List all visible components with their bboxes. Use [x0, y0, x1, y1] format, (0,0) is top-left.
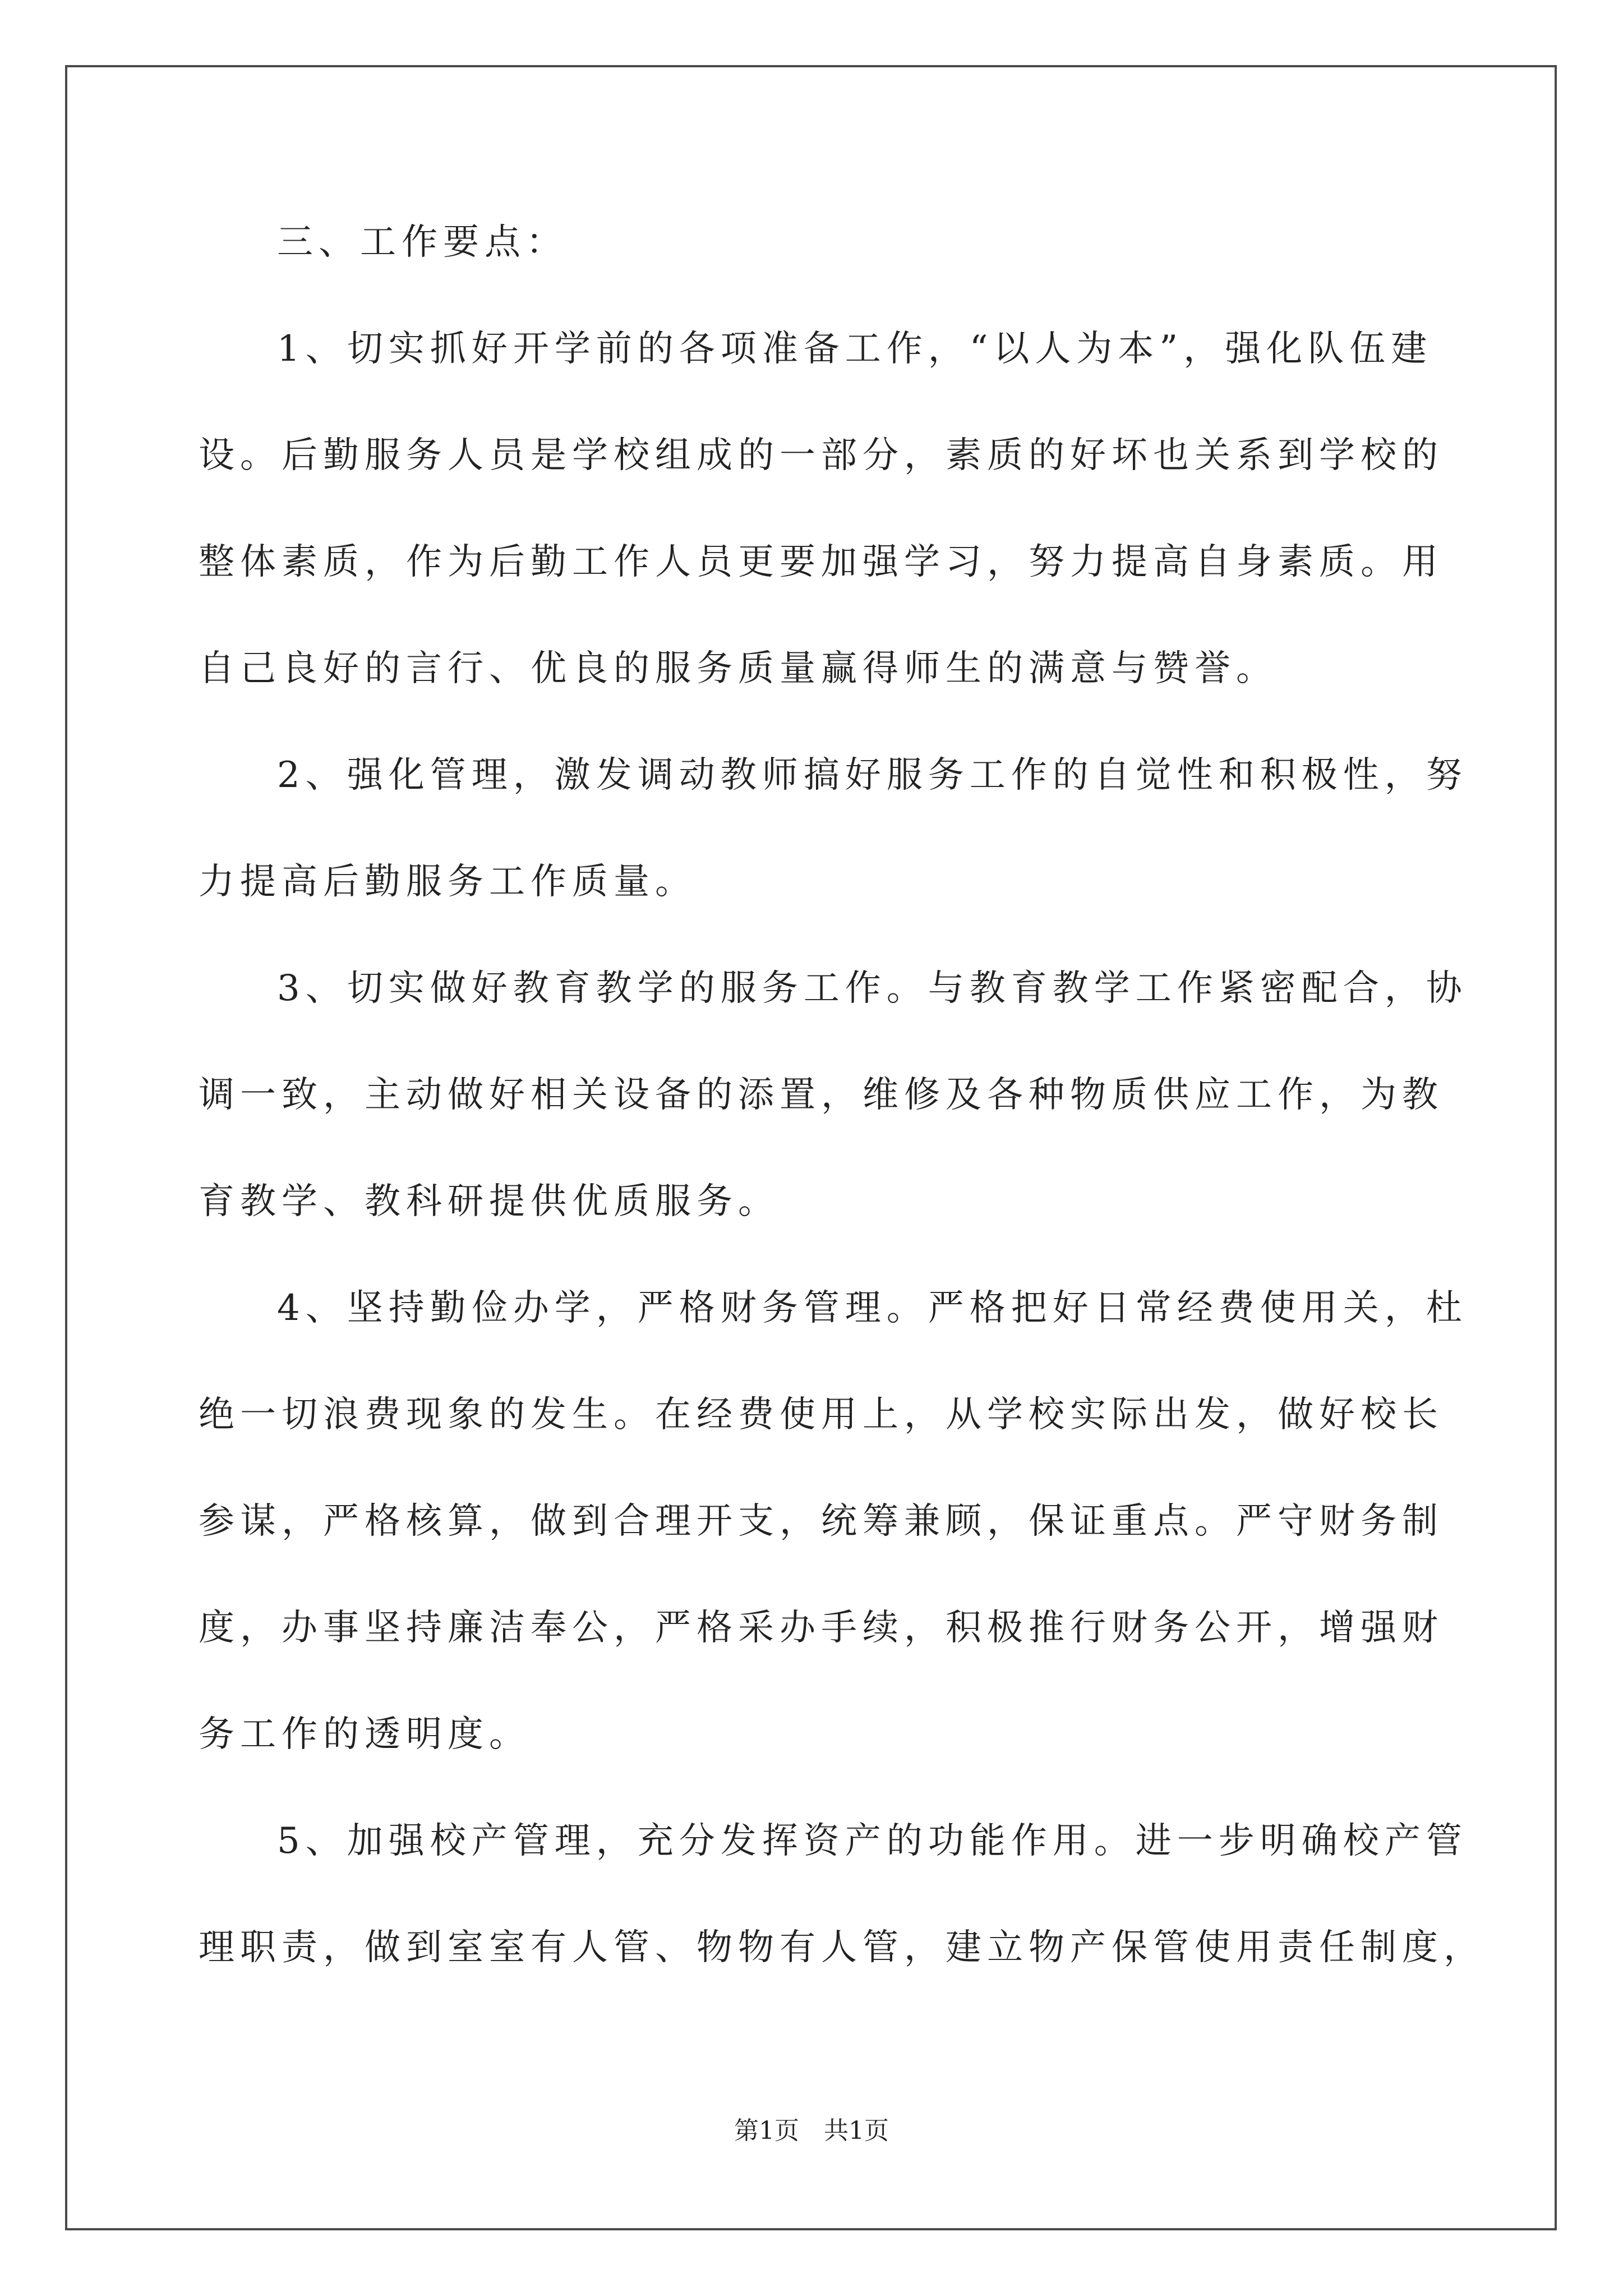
- paragraph-line: 设。后勤服务人员是学校组成的一部分，素质的好坏也关系到学校的: [199, 435, 1444, 476]
- paragraph-line: 度，办事坚持廉洁奉公，严格采办手续，积极推行财务公开，增强财: [199, 1607, 1444, 1649]
- paragraph-line: 5、加强校产管理，充分发挥资产的功能作用。进一步明确校产管: [277, 1820, 1468, 1862]
- paragraph-line: 绝一切浪费现象的发生。在经费使用上，从学校实际出发，做好校长: [199, 1394, 1444, 1435]
- paragraph-line: 2、强化管理，激发调动教师搞好服务工作的自觉性和积极性，努: [277, 754, 1468, 796]
- paragraph-line: 参谋，严格核算，做到合理开支，统筹兼顾，保证重点。严守财务制: [199, 1501, 1444, 1542]
- section-heading: 三、工作要点：: [277, 222, 568, 263]
- paragraph-line: 务工作的透明度。: [199, 1714, 531, 1755]
- paragraph-line: 理职责，做到室室有人管、物物有人管，建立物产保管使用责任制度，: [199, 1927, 1485, 1968]
- paragraph-line: 3、切实做好教育教学的服务工作。与教育教学工作紧密配合，协: [277, 968, 1468, 1009]
- paragraph-line: 调一致，主动做好相关设备的添置，维修及各种物质供应工作，为教: [199, 1074, 1444, 1116]
- page-border: [65, 65, 1557, 2230]
- paragraph-line: 1、切实抓好开学前的各项准备工作，“以人为本”，强化队伍建: [277, 328, 1433, 370]
- paragraph-line: 自己良好的言行、优良的服务质量赢得师生的满意与赞誉。: [199, 648, 1278, 689]
- paragraph-line: 育教学、教科研提供优质服务。: [199, 1181, 780, 1222]
- paragraph-line: 力提高后勤服务工作质量。: [199, 861, 697, 903]
- paragraph-line: 整体素质，作为后勤工作人员更要加强学习，努力提高自身素质。用: [199, 541, 1444, 583]
- page-number-footer: 第1页 共1页: [734, 2116, 889, 2145]
- paragraph-line: 4、坚持勤俭办学，严格财务管理。严格把好日常经费使用关，杜: [277, 1287, 1468, 1329]
